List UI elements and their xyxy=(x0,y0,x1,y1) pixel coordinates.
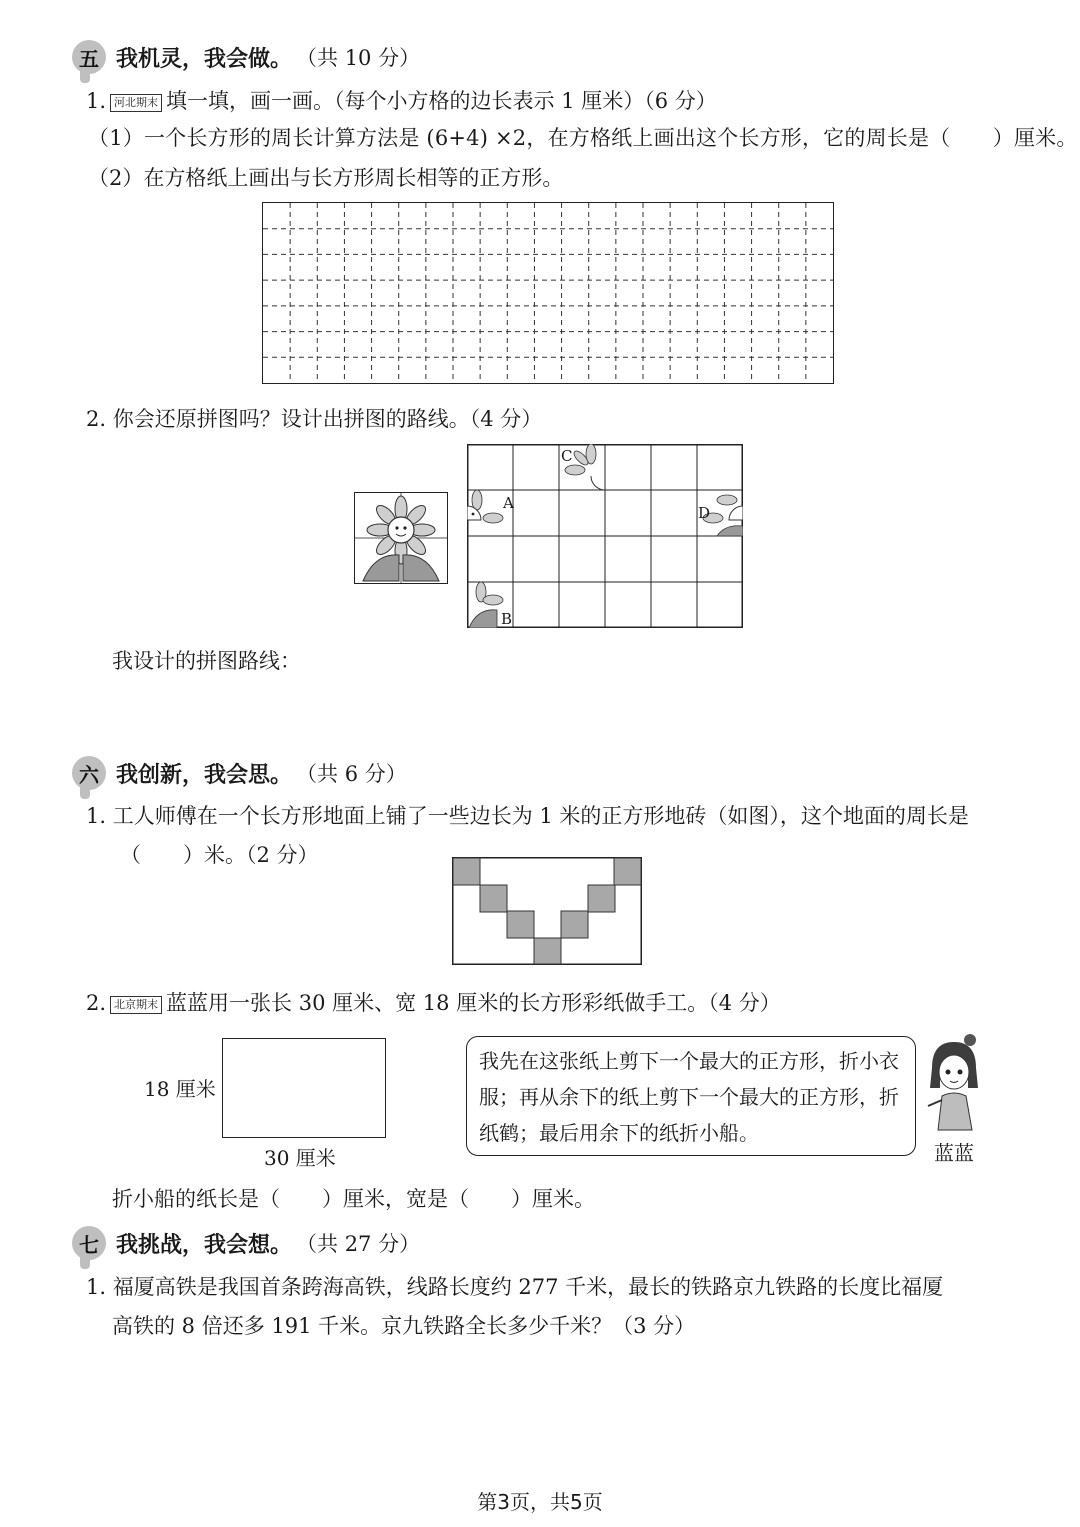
question-6-2-answer: 折小船的纸长是（ ）厘米，宽是（ ）厘米。 xyxy=(112,1187,595,1211)
puzzle-grid-lines xyxy=(467,444,743,628)
question-6-1-line2: （ ）米。（2 分） xyxy=(120,843,319,867)
question-5-1-sub1: （1）一个长方形的周长计算方法是 (6+4) ×2，在方格纸上画出这个长方形，它的周长是（ ）厘米。 xyxy=(88,126,1078,150)
section-score: （共 27 分） xyxy=(296,1232,421,1256)
question-5-1-sub2: （2）在方格纸上画出与长方形周长相等的正方形。 xyxy=(88,166,564,190)
puzzle-label-b: B xyxy=(501,610,513,628)
puzzle-grid[interactable] xyxy=(467,444,743,628)
section-number-badge: 五 xyxy=(72,40,106,74)
girl-name: 蓝蓝 xyxy=(934,1141,974,1165)
source-tag: 河北期末 xyxy=(110,94,162,112)
tile-floor-figure xyxy=(452,857,642,965)
section-number-badge: 七 xyxy=(72,1226,106,1260)
section-header-6 xyxy=(72,756,407,790)
section-title: 我机灵，我会做。 xyxy=(116,46,293,72)
question-7-1-line1: 1. 福厦高铁是我国首条跨海高铁，线路长度约 277 千米，最长的铁路京九铁路的长度比福厦 xyxy=(86,1275,944,1299)
question-7-1-line2: 高铁的 8 倍还多 191 千米。京九铁路全长多少千米？（3 分） xyxy=(112,1314,696,1338)
grid-paper[interactable] xyxy=(262,202,834,384)
paper-rectangle xyxy=(222,1038,386,1138)
grid-lines xyxy=(263,203,833,383)
puzzle-complete-image xyxy=(354,492,448,584)
section-score: （共 6 分） xyxy=(296,762,407,786)
question-text: 蓝蓝用一张长 30 厘米、宽 18 厘米的长方形彩纸做手工。（4 分） xyxy=(166,991,781,1015)
puzzle-piece-a xyxy=(467,490,503,523)
puzzle-label-a: A xyxy=(503,494,514,512)
question-6-1-line1: 1. 工人师傅在一个长方形地面上铺了一些边长为 1 米的正方形地砖（如图），这个地面的周长是 xyxy=(86,804,969,828)
question-5-2: 2. 你会还原拼图吗？设计出拼图的路线。（4 分） xyxy=(86,407,543,431)
question-text: 填一填，画一画。（每个小方格的边长表示 1 厘米）（6 分） xyxy=(166,89,717,113)
paper-width-label: 18 厘米 xyxy=(144,1077,216,1101)
girl-avatar xyxy=(920,1032,986,1132)
girl-icon xyxy=(920,1032,986,1132)
route-answer-label: 我设计的拼图路线： xyxy=(112,649,301,673)
question-6-2 xyxy=(86,990,781,1016)
section-number-badge: 六 xyxy=(72,756,106,790)
source-tag: 北京期末 xyxy=(110,996,162,1014)
puzzle-label-c: C xyxy=(561,447,573,465)
question-5-1 xyxy=(86,88,717,114)
section-title: 我创新，我会思。 xyxy=(116,762,293,788)
sunflower-icon xyxy=(355,493,447,583)
question-number: 1. xyxy=(86,89,107,113)
section-title: 我挑战，我会想。 xyxy=(116,1232,293,1258)
puzzle-label-d: D xyxy=(698,504,711,522)
page-footer: 第3页，共5页 xyxy=(477,1490,603,1514)
speech-bubble: 我先在这张纸上剪下一个最大的正方形，折小衣服；再从余下的纸上剪下一个最大的正方形，折纸鹤；最后用余下的纸折小船。 xyxy=(466,1036,916,1156)
puzzle-piece-b xyxy=(469,582,503,628)
section-header-7 xyxy=(72,1226,420,1260)
section-score: （共 10 分） xyxy=(296,46,421,70)
paper-length-label: 30 厘米 xyxy=(264,1146,336,1170)
question-number: 2. xyxy=(86,991,107,1015)
section-header-5 xyxy=(72,40,420,74)
